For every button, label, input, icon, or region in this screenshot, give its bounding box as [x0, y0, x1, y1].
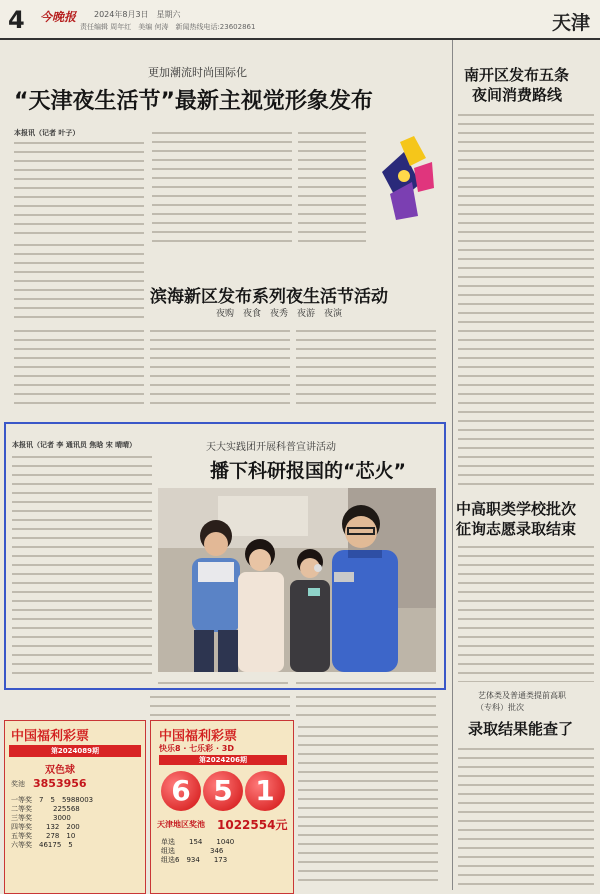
lottery2-title: 中国福利彩票 [159, 729, 238, 744]
article3-headline: 播下科研报国的“芯火” [210, 460, 406, 482]
article2-body-col2 [150, 326, 290, 410]
lottery2-ball-2: 5 [203, 771, 243, 811]
article1-kicker: 更加潮流时尚国际化 [148, 66, 247, 79]
sidebar-story3-headline: 录取结果能查了 [468, 720, 574, 738]
sidebar-story1-headline-line1: 南开区发布五条 [464, 66, 570, 84]
lottery2-row: 组选6 934 173 [161, 856, 228, 864]
lottery1-jackpot-label: 奖池 [11, 780, 25, 788]
article1-body-col1b [14, 240, 144, 320]
article3-lead: 本报讯（记者 李 通讯员 焦晗 宋 晴晴） [12, 441, 137, 449]
lottery2-jackpot-label: 天津地区奖池 [157, 820, 205, 829]
article3-cont-col1 [150, 692, 290, 718]
lottery1-subtitle: 双色球 [45, 765, 75, 776]
column-divider [452, 40, 453, 890]
sidebar-story3-body [458, 744, 594, 890]
sidebar-story2-body [458, 542, 594, 682]
night-festival-visual-image [370, 132, 438, 224]
article3-body-col1 [12, 452, 152, 678]
welfare-lottery-ad-2 [150, 720, 294, 894]
sidebar-story3-kicker-line2: （专科）批次 [476, 703, 524, 712]
article1-lead: 本报讯（记者 叶子） [14, 129, 80, 137]
editor-info: 责任编辑 周年红 美编 何涛 新闻热线电话:23602861 [80, 23, 256, 31]
issue-date: 2024年8月3日 星期六 [94, 10, 181, 19]
article2-body-col3 [296, 326, 436, 410]
lottery2-row: 单选 154 1040 [161, 838, 235, 846]
lottery1-issue: 第2024089期 [9, 745, 141, 757]
lottery2-prize-table [161, 837, 287, 864]
article3-body-tail1 [158, 678, 288, 688]
article3-cont-col2 [296, 692, 436, 718]
lottery2-ball-3: 1 [245, 771, 285, 811]
article1-body-col1 [14, 138, 144, 234]
page-header [0, 0, 600, 40]
article2-headline: 滨海新区发布系列夜生活节活动 [150, 287, 388, 307]
section-name: 天津 [551, 12, 590, 34]
lottery1-jackpot: 3853956 [33, 777, 87, 790]
sidebar-story2-headline-line2: 征询志愿录取结束 [456, 520, 577, 538]
article3-cont-col3 [298, 722, 438, 888]
sidebar-story1-headline-line2: 夜间消费路线 [472, 86, 563, 104]
lottery1-row: 三等奖 3000 [11, 814, 71, 822]
sidebar-story3-kicker-line1: 艺体类及普通类提前高职 [478, 691, 566, 700]
newspaper-logo: 今晚报 [40, 10, 77, 24]
article2-body-col1 [14, 326, 144, 410]
lottery1-row: 六等奖 46175 5 [11, 841, 73, 849]
lottery2-ball-1: 6 [161, 771, 201, 811]
lottery2-row: 组选 346 [161, 847, 224, 855]
welfare-lottery-ad-1 [4, 720, 146, 894]
lottery1-row: 一等奖 7 5 5988003 [11, 796, 94, 804]
sidebar-story1-body [458, 110, 594, 486]
article1-headline: “天津夜生活节”最新主视觉形象发布 [14, 89, 373, 114]
article3-kicker: 天大实践团开展科普宣讲活动 [206, 442, 336, 453]
lottery1-title: 中国福利彩票 [11, 729, 90, 744]
lottery1-row: 五等奖 278 10 [11, 832, 76, 840]
lottery1-row: 四等奖 132 200 [11, 823, 80, 831]
page-number: 4 [8, 6, 25, 34]
article2-subhead: 夜购 夜食 夜秀 夜游 夜演 [216, 309, 343, 319]
sidebar-story2-headline-line1: 中高职类学校批次 [456, 500, 577, 518]
article1-body-col3 [298, 128, 366, 244]
lottery1-prize-table [11, 795, 141, 849]
lottery2-subtitle: 快乐8 · 七乐彩 · 3D [159, 744, 234, 753]
lottery1-row: 二等奖 225568 [11, 805, 80, 813]
lottery2-issue: 第2024206期 [159, 755, 287, 765]
article3-body-tail2 [296, 678, 436, 688]
article1-body-col2 [152, 128, 292, 244]
science-outreach-photo [158, 488, 436, 672]
lottery2-jackpot: 1022554元 [217, 818, 288, 832]
